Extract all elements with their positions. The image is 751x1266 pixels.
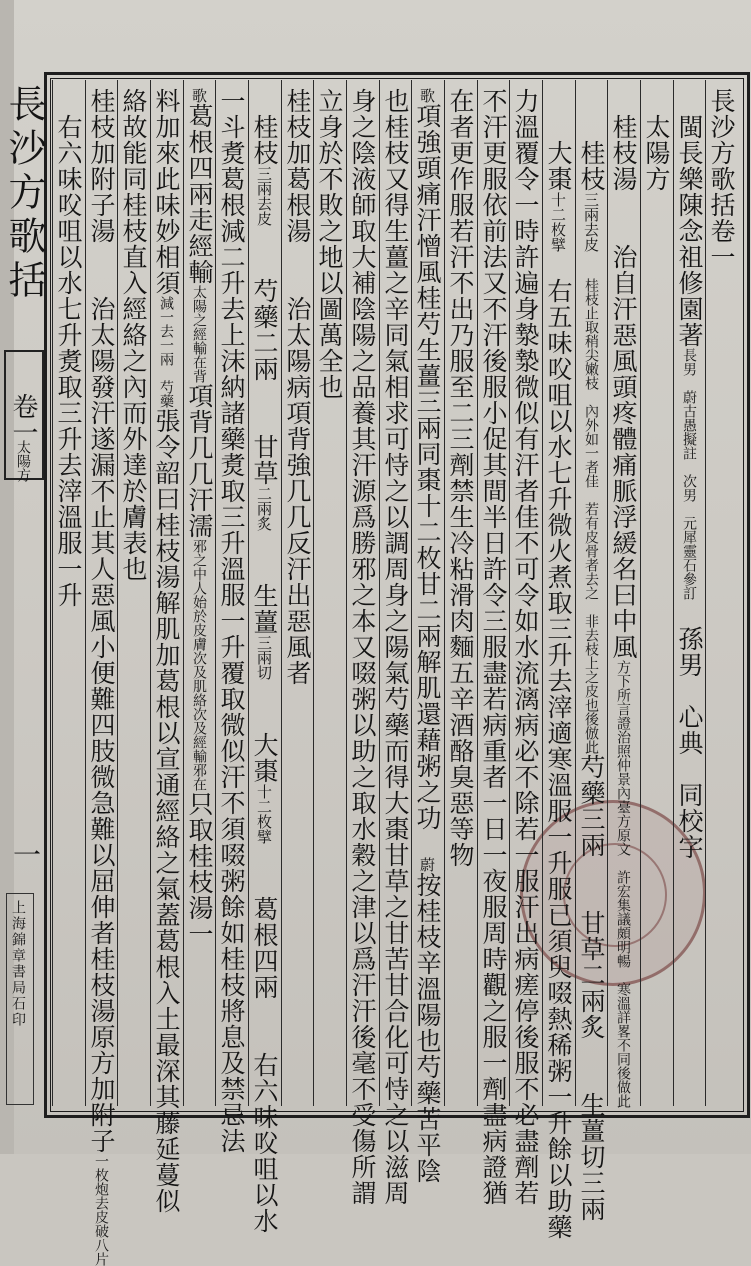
text-column (118, 88, 149, 582)
annotation-run: 長男 蔚古愚擬註 次男 元犀靈石參訂 (681, 348, 697, 600)
text-run: 芍藥二兩 甘草 (250, 226, 279, 486)
text-run: 身之陰液師取大補陰陽之品養其汗源爲勝邪之本又啜粥以助之取水穀之津以爲汗汗後毫不受傷所謂 (348, 88, 377, 1206)
text-column (380, 88, 411, 1206)
text-run: 生薑 (250, 531, 279, 635)
annotation-run: 歌 (418, 88, 436, 103)
section-label: 太陽方 (15, 440, 31, 482)
text-column (86, 88, 117, 1266)
annotation-run: 蔚 (418, 857, 436, 872)
annotation-run: 一枚炮去皮破八片 (93, 1154, 109, 1266)
annotation-run: 邪之中人始於皮膚次及肌絡次及經輸邪在 (191, 539, 207, 791)
text-run: 長沙方歌括卷一 (707, 88, 736, 270)
text-run: 大棗 (544, 88, 573, 192)
text-run: 力溫覆令一時許遍身漐漐微似有汗者佳不可令如水流漓病必不除若一服汗出病瘥停後服不必盡劑若 (511, 88, 540, 1206)
annotation-run: 太陽之經輸在背 (191, 285, 207, 383)
text-run: 桂枝加葛根湯 治太陽病項背強几几反汗出惡風者 (283, 88, 312, 686)
column-rule (640, 80, 641, 1106)
annotation-run: 歌 (190, 88, 208, 103)
annotation-run: 三兩切 (255, 635, 273, 680)
text-run: 大棗 (250, 680, 279, 784)
text-column (347, 88, 378, 1206)
text-column (412, 88, 443, 1184)
text-run: 不汗更服依前法又不汗後服小促其間半日許令三服盡若病重者一日一夜服周時觀之服一劑盡病證猶 (479, 88, 508, 1206)
text-column (478, 88, 509, 1206)
text-run: 桂枝 (577, 88, 606, 192)
text-run: 桂枝加附子湯 治太陽發汗遂漏不止其人惡風小便難四肢微急難以屈伸者桂枝湯原方加附子 (87, 88, 116, 1154)
annotation-run: 三兩去皮 (255, 166, 273, 226)
text-column (576, 88, 607, 1222)
text-run (577, 252, 606, 278)
text-run: 只取桂枝湯一 (185, 791, 214, 947)
text-run: 項強頭痛汗憎風桂芍生薑三兩同棗十二枚甘二兩解肌還藉粥之功 (413, 103, 442, 857)
text-column (706, 88, 737, 270)
text-column (282, 88, 313, 686)
text-run: 料加來此味妙相須 (152, 88, 181, 296)
annotation-run: 減一去一兩 芍藥 (158, 296, 174, 408)
text-column (608, 88, 639, 1108)
annotation-run: 十二枚擘 (255, 784, 273, 844)
annotation-run: 二兩炙 (255, 486, 273, 531)
text-run: 絡故能同桂枝直入經絡之內而外達於膚表也 (119, 88, 148, 582)
text-column (510, 88, 541, 1206)
text-run: 張令韶曰桂枝湯解肌加葛根以宣通經絡之氣蓋葛根入土最深其藤延蔓似 (152, 408, 181, 1214)
text-run: 立身於不敗之地以圖萬全也 (315, 88, 344, 400)
text-run: 葛根四兩 右六味㕮咀以水 (250, 844, 279, 1234)
text-run: 桂枝湯 治自汗惡風頭疼體痛脈浮緩名曰中風 (609, 88, 638, 660)
text-run: 項背几几汗濡 (185, 383, 214, 539)
text-column (249, 88, 280, 1234)
text-run: 葛根四兩走經輸 (185, 103, 214, 285)
text-run: 也桂枝又得生薑之辛同氣相求可恃之以調周身之陽氣芍藥而得大棗甘草之甘苦甘合化可恃之以滋周 (381, 88, 410, 1206)
text-run: 孫男 心典 同校字 (675, 600, 704, 860)
text-column (543, 88, 574, 1240)
volume-label: 卷一 (4, 350, 44, 480)
annotation-run: 十二枚擘 (549, 192, 567, 252)
annotation-run: 方下所言證治照仲景內臺方原文 許宏集議頗明暢 寒溫詳畧不同後做此 (615, 660, 631, 1108)
annotation-run: 桂枝止取稍尖嫩枝 內外如一者佳 若有皮骨者去之 非去枝上之皮也後倣此 (583, 278, 599, 754)
text-column (445, 88, 476, 868)
text-run: 一斗煑葛根減二升去上沫納諸藥煑取三升溫服一升覆取微似汗不須啜粥餘如桂枝將息及禁忌法 (217, 88, 246, 1154)
text-run: 右五味㕮咀以水七升微火煮取三升去滓適寒溫服一升服已須臾啜熱稀粥一升餘以助藥 (544, 252, 573, 1240)
text-column (641, 88, 672, 192)
page-number: 一 (9, 840, 42, 868)
text-run: 閩長樂陳念祖修園著 (675, 88, 704, 348)
text-column (151, 88, 182, 1214)
publisher-imprint: 上海錦章書局石印 (10, 900, 26, 1028)
text-run: 芍藥三兩 甘草二兩炙 生薑切三兩 (577, 754, 606, 1222)
text-column (674, 88, 705, 860)
text-run: 桂枝 (250, 88, 279, 166)
text-run: 太陽方 (642, 88, 671, 192)
running-title: 長沙方歌括 (2, 84, 46, 304)
text-run: 按桂枝辛溫陽也芍藥苦平陰 (413, 872, 442, 1184)
text-run: 在者更作服若汗不出乃服至二三劑禁生冷粘滑肉麵五辛酒酪臭惡等物 (446, 88, 475, 868)
text-column (184, 88, 215, 947)
text-column (53, 88, 84, 608)
annotation-run: 三兩去皮 (582, 192, 600, 252)
text-column (314, 88, 345, 400)
text-run: 右六味㕮咀以水七升煑取三升去滓溫服一升 (54, 88, 83, 608)
text-column (216, 88, 247, 1154)
